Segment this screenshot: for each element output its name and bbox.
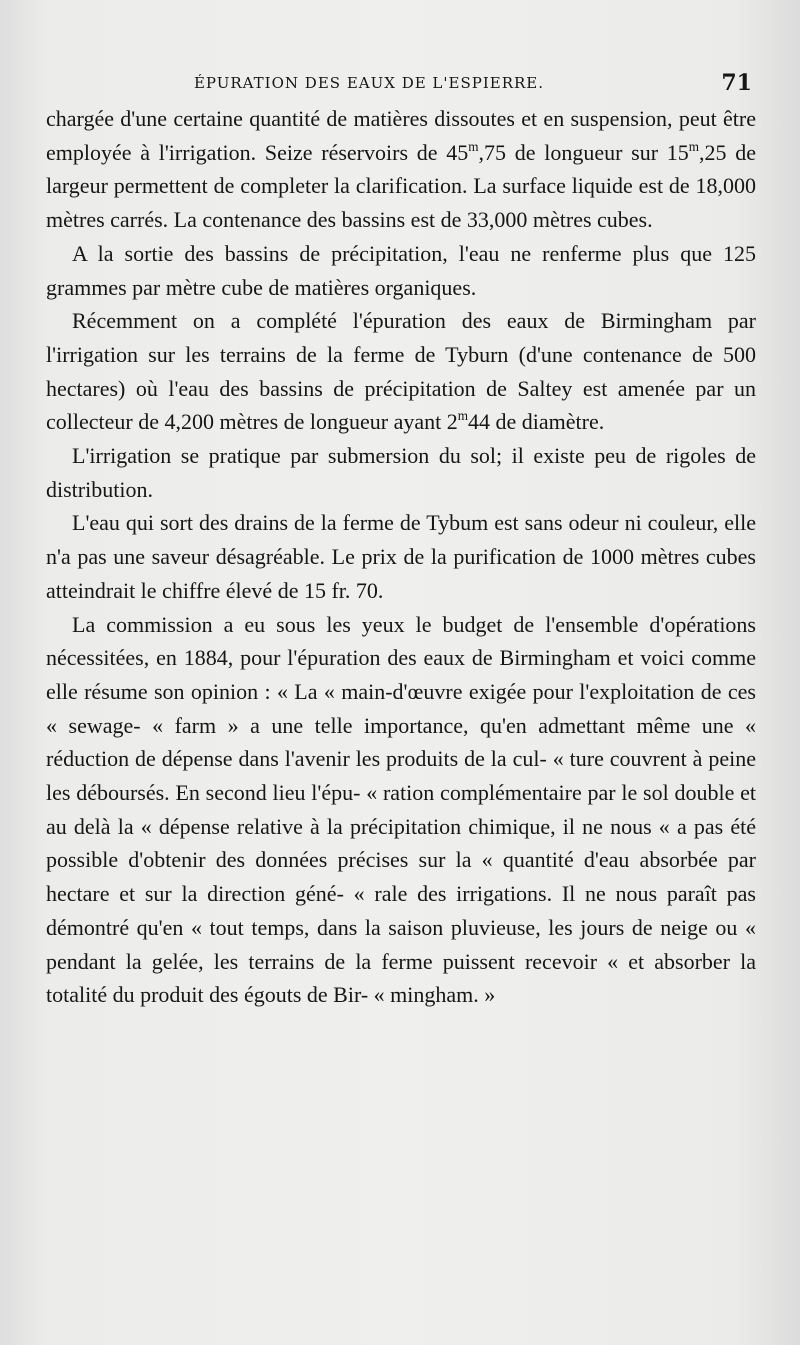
paragraph-4: L'irrigation se pratique par submersion du sol; il existe peu de rigoles de distribution. (46, 443, 756, 502)
paragraph-3: Récemment on a complété l'épuration des eaux de Birmingham par l'irrigation sur les terrains de la ferme de Tyburn (d'une contenance de 500 hectares) où l'eau des bassins de précipitation de Saltey est amenée par un collecteur de 4,200 mètres de longueur ayant 2$^m$44 de diamètre. (46, 308, 756, 435)
page-header (46, 62, 752, 98)
body-text (46, 102, 756, 1012)
page-number: 71 (721, 70, 752, 96)
running-title: ÉPURATION DES EAUX DE L'ESPIERRE. (193, 74, 545, 92)
paragraph-2: A la sortie des bassins de précipitation, l'eau ne renferme plus que 125 grammes par mètre cube de matières organiques. (46, 240, 756, 300)
paragraph-6: La commission a eu sous les yeux le budget de l'ensemble d'opérations nécessitées, en 1884, pour l'épuration des eaux de Birmingham et voici comme elle résume son opinion : « La « main-d'œuvre exigée pour l'exploitation de ces « sewage- « farm » a une telle importance, qu'en admettant même une « réduction de dépense dans l'avenir les produits de la cul- « ture couvrent à peine les déboursés. En second lieu l'épu- « ration complémentaire par le sol double et au delà la « dépense relative à la précipitation chimique, il ne nous « a pas été possible d'obtenir des données précises sur la « quantité d'eau absorbée par hectare et sur la direction géné- « rale des irrigations. Il ne nous paraît pas démontré qu'en « tout temps, dans la saison pluvieuse, les jours de neige ou « pendant la gelée, les terrains de la ferme puissent recevoir « et absorber la totalité du produit des égouts de Bir- « mingham. » (46, 611, 756, 1008)
paragraph-5: L'eau qui sort des drains de la ferme de Tybum est sans odeur ni couleur, elle n'a pas une saveur désagréable. Le prix de la purification de 1000 mètres cubes atteindrait le chiffre élevé de 15 fr. 70. (46, 510, 756, 603)
paragraph-1: chargée d'une certaine quantité de matières dissoutes et en suspension, peut être employée à l'irrigation. Seize réservoirs de 45$^m$,75 de longueur sur 15$^m$,25 de largeur permettent de completer la clarification. La surface liquide est de 18,000 mètres carrés. La contenance des bassins est de 33,000 mètres cubes. (46, 106, 757, 233)
